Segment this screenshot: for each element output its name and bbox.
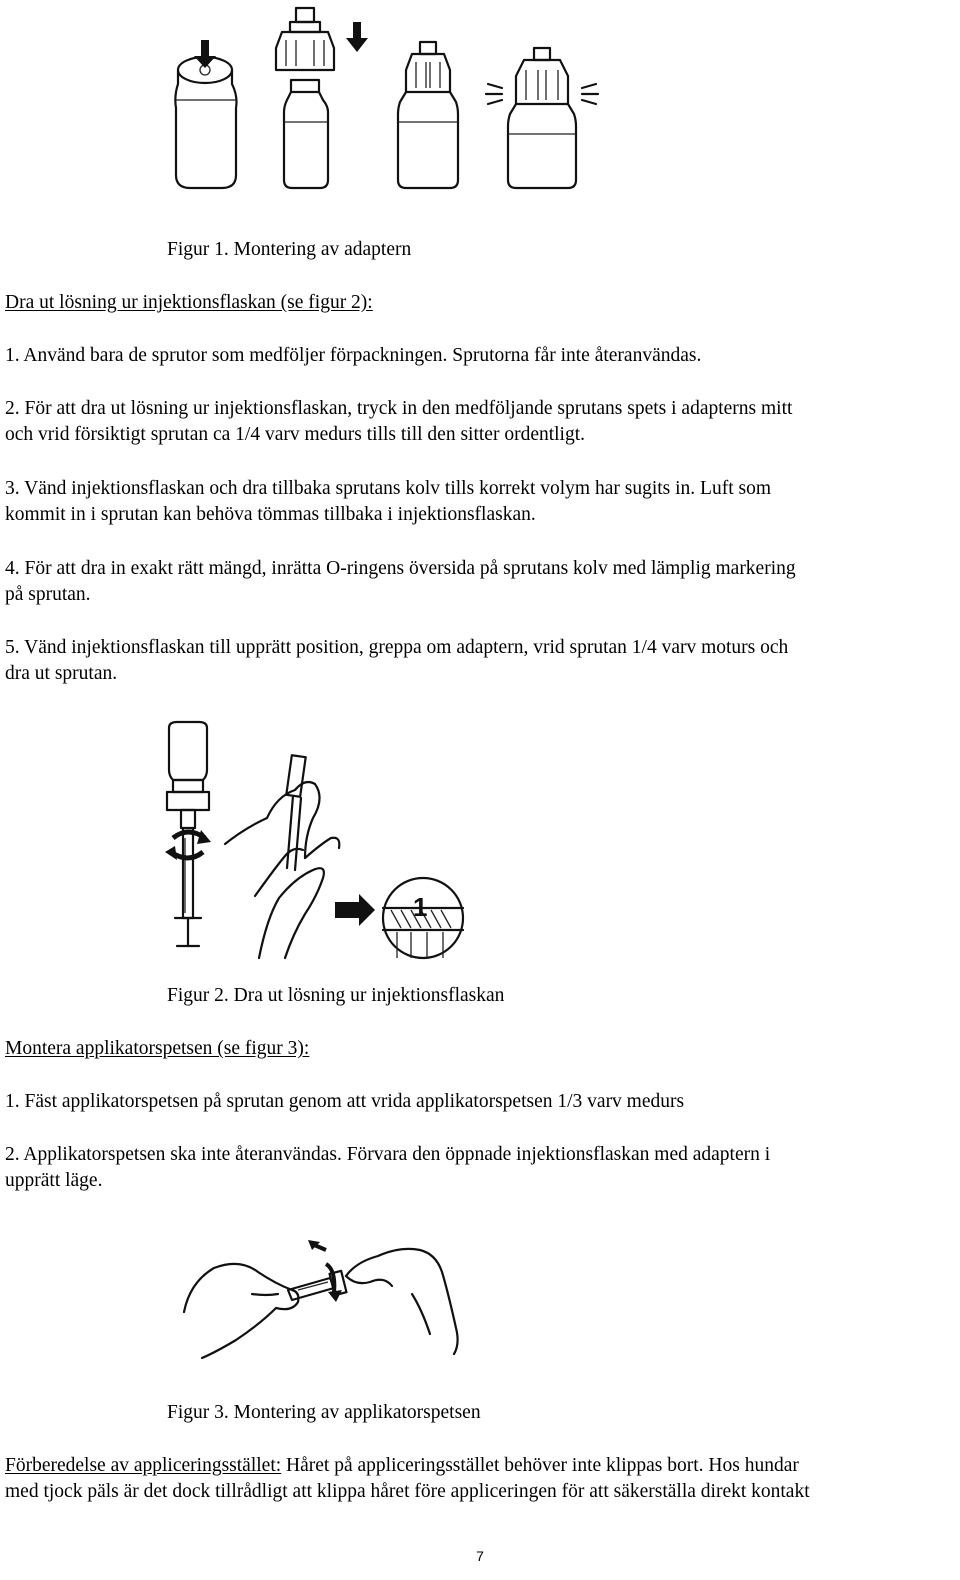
down-arrow-icon bbox=[194, 40, 216, 68]
figure-2-caption: Figur 2. Dra ut lösning ur injektionsflaskan bbox=[167, 985, 505, 1006]
vial-with-adapter-drawing bbox=[398, 42, 458, 188]
site-prep-line-2: med tjock päls är det dock tillrådligt att klippa håret före appliceringen för att säkerställa direkt kontakt bbox=[5, 1481, 810, 1502]
right-hand-drawing bbox=[346, 1249, 458, 1354]
withdraw-step-2-line-2: och vrid försiktigt sprutan ca 1/4 varv medurs tills till den sitter ordentligt. bbox=[5, 424, 586, 445]
figure-1-caption: Figur 1. Montering av adaptern bbox=[167, 239, 412, 260]
gloved-hands-drawing bbox=[225, 755, 339, 958]
snap-lines-left-icon bbox=[486, 84, 502, 104]
rotate-arrow-icon bbox=[326, 1264, 342, 1302]
applicator-step-1: 1. Fäst applikatorspetsen på sprutan genom att vrida applikatorspetsen 1/3 varv medurs bbox=[5, 1091, 685, 1112]
figure-3-caption: Figur 3. Montering av applikatorspetsen bbox=[167, 1402, 481, 1423]
section-heading-applicator: Montera applikatorspetsen (se figur 3): bbox=[5, 1038, 310, 1059]
withdraw-step-5-line-2: dra ut sprutan. bbox=[5, 663, 118, 684]
vial-drawing bbox=[284, 80, 328, 188]
withdraw-step-3-line-2: kommit in i sprutan kan behöva tömmas tillbaka i injektionsflaskan. bbox=[5, 504, 536, 525]
page-number: 7 bbox=[476, 1548, 484, 1564]
applicator-step-2-line-2: upprätt läge. bbox=[5, 1170, 103, 1191]
arrow-left-icon bbox=[308, 1240, 326, 1250]
snap-lines-right-icon bbox=[582, 84, 598, 104]
withdraw-step-3-line-1: 3. Vänd injektionsflaskan och dra tillbaka sprutans kolv tills korrekt volym har sugits in. Luft som bbox=[5, 478, 771, 499]
withdraw-step-4-line-1: 4. För att dra in exakt rätt mängd, inrätta O-ringens översida på sprutans kolv med lämplig markering bbox=[5, 558, 796, 579]
applicator-step-2-line-1: 2. Applikatorspetsen ska inte återanvändas. Förvara den öppnade injektionsflaskan med adaptern i bbox=[5, 1144, 771, 1165]
withdraw-step-5-line-1: 5. Vänd injektionsflaskan till upprätt position, greppa om adaptern, vrid sprutan 1/4 varv moturs och bbox=[5, 637, 789, 658]
vial-open-drawing bbox=[175, 57, 236, 188]
section-heading-site: Förberedelse av appliceringsstället: bbox=[5, 1455, 282, 1476]
vial-adapter-snapped-drawing bbox=[508, 48, 576, 188]
figure-2-illustration bbox=[155, 718, 475, 968]
arrow-right-icon bbox=[335, 894, 375, 926]
withdraw-step-4-line-2: på sprutan. bbox=[5, 584, 91, 605]
figure-1-illustration bbox=[160, 0, 600, 195]
adapter-drawing bbox=[276, 8, 334, 70]
withdraw-step-1: 1. Använd bara de sprutor som medföljer förpackningen. Sprutorna får inte återanvändas. bbox=[5, 345, 702, 366]
syringe-marker-label: 1 bbox=[413, 892, 428, 922]
figure-3-illustration bbox=[180, 1232, 470, 1367]
site-prep-line-1 bbox=[5, 1453, 799, 1480]
rotate-arrow-icon bbox=[165, 830, 211, 860]
down-arrow-icon bbox=[346, 22, 368, 52]
left-hand-drawing bbox=[184, 1264, 298, 1358]
site-prep-text-1: Håret på appliceringsstället behöver inte klippas bort. Hos hundar bbox=[286, 1455, 799, 1476]
section-heading-withdraw: Dra ut lösning ur injektionsflaskan (se figur 2): bbox=[5, 292, 373, 313]
withdraw-step-2-line-1: 2. För att dra ut lösning ur injektionsflaskan, tryck in den medföljande sprutans spets i adapterns mitt bbox=[5, 398, 793, 419]
